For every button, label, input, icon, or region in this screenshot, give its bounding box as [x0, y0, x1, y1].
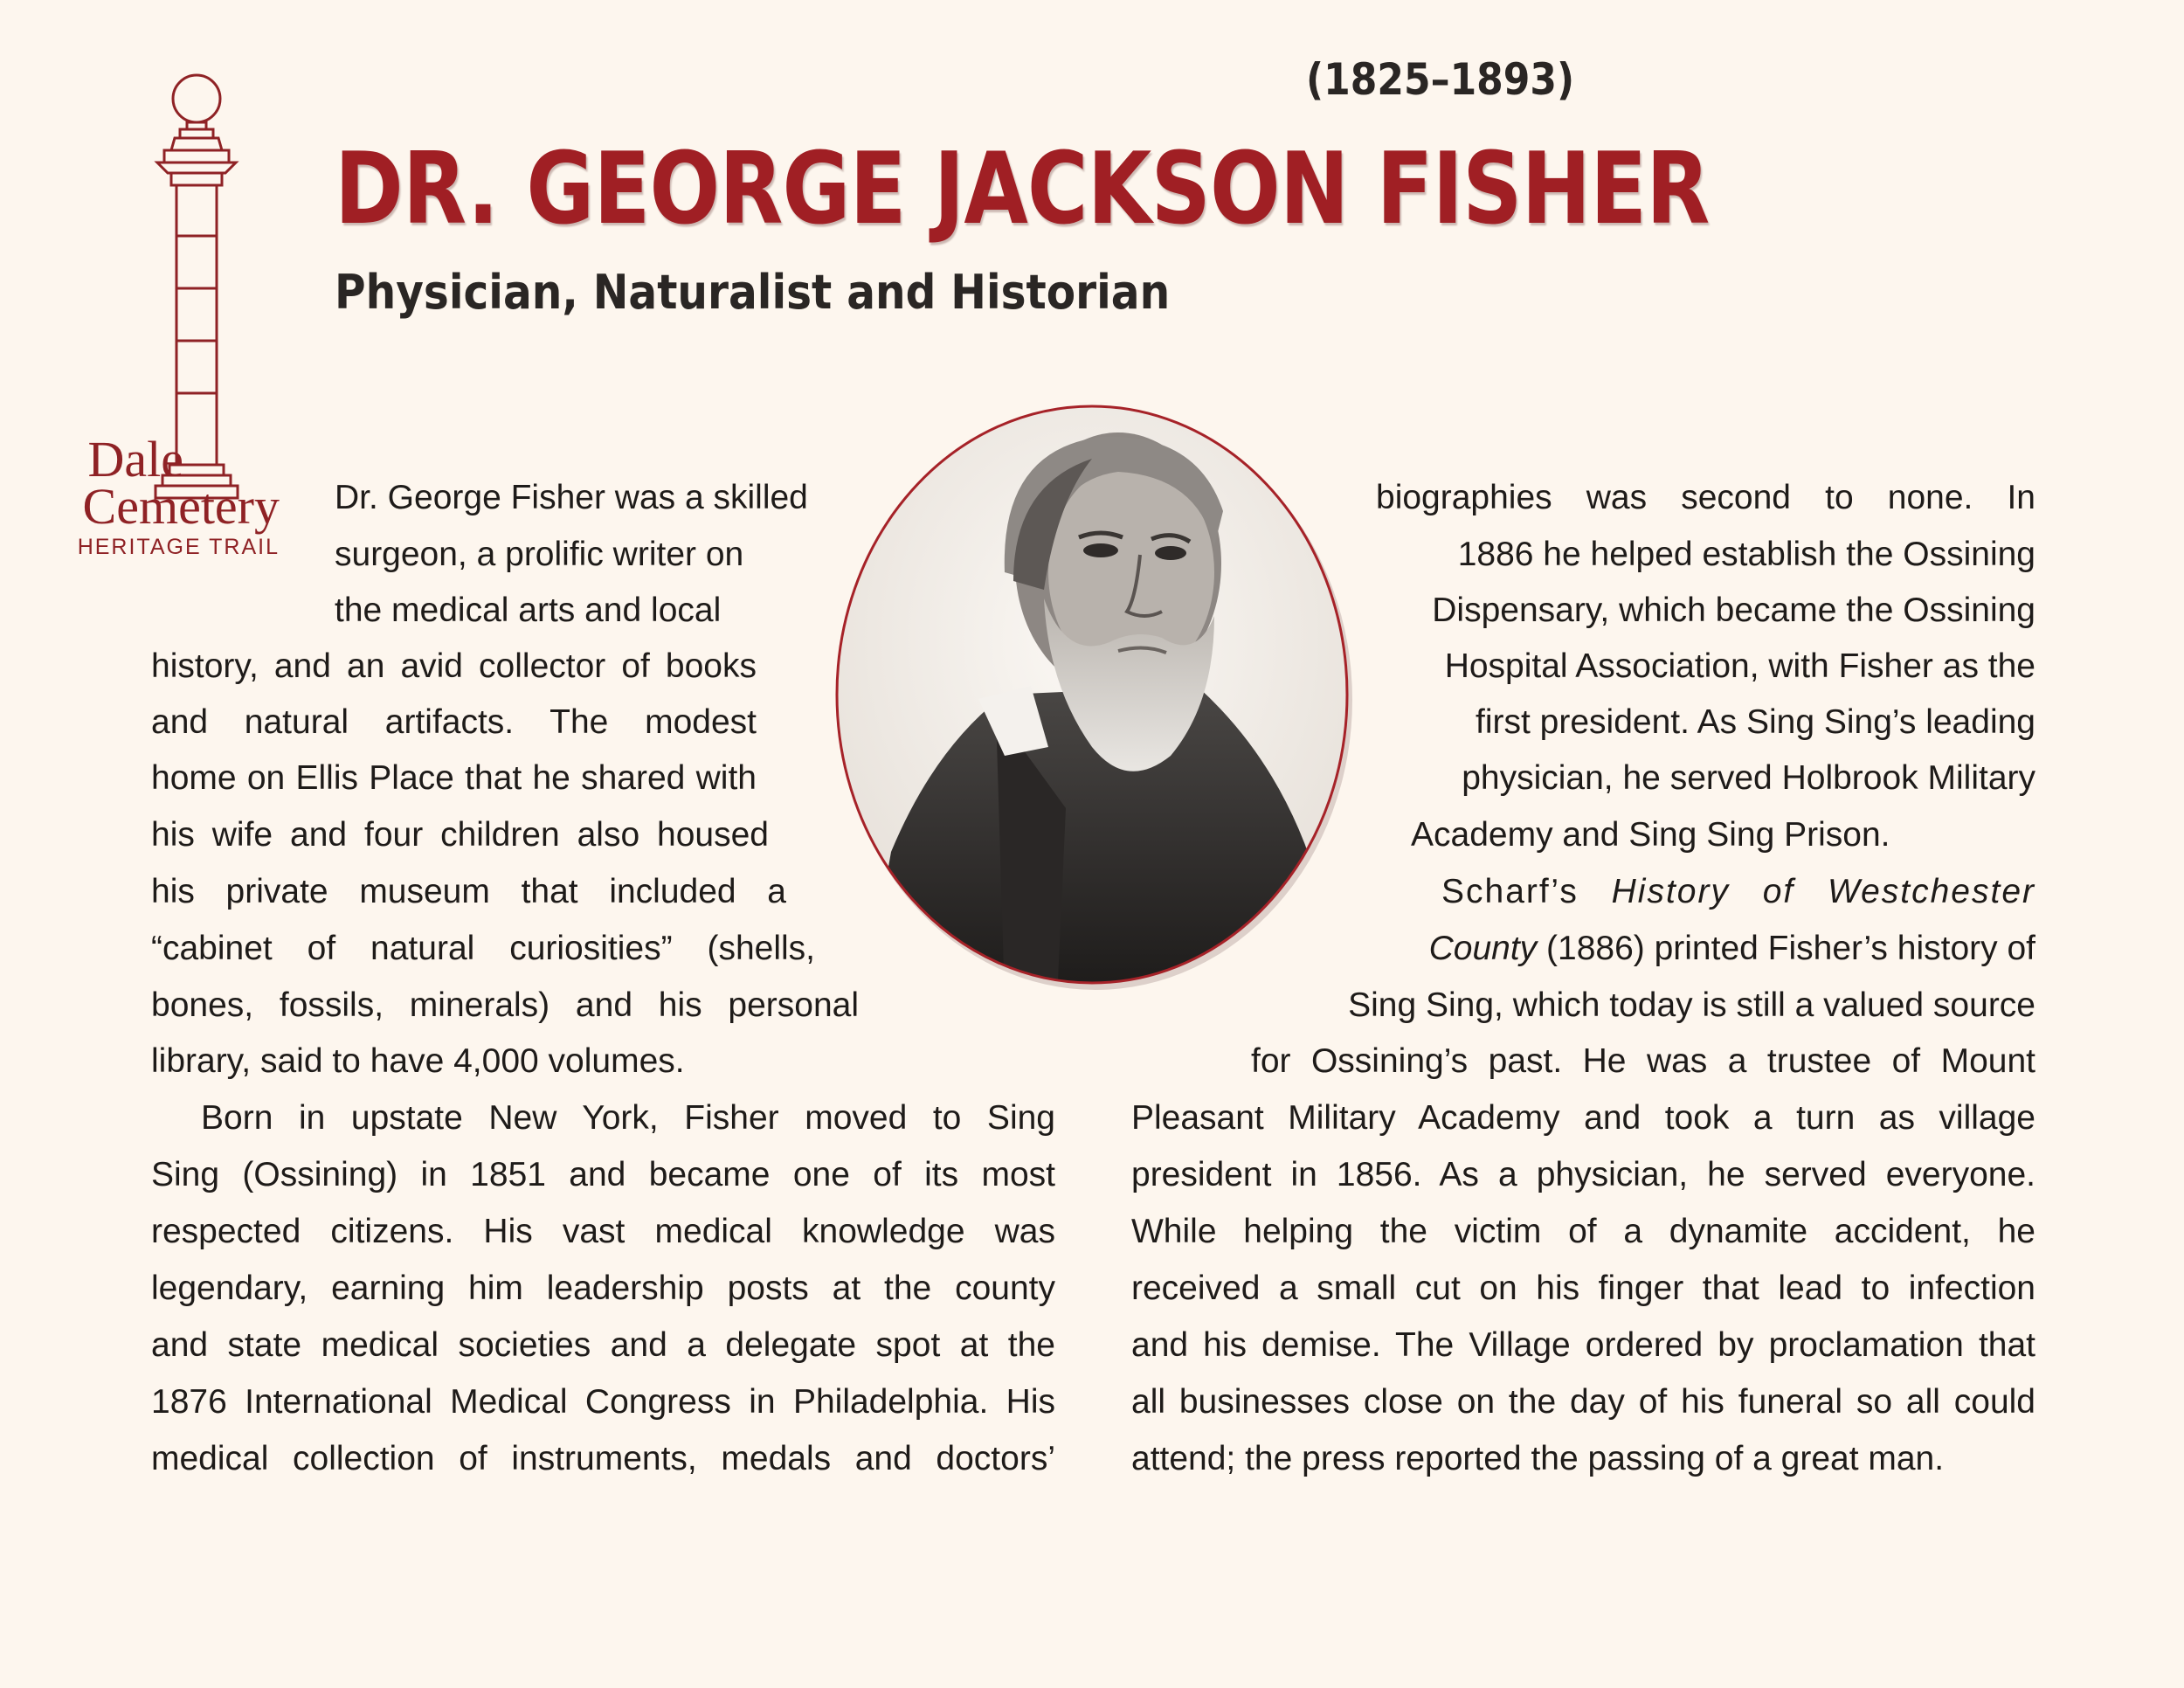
logo-line-cemetery: Cemetery — [82, 478, 280, 535]
text-line: physician, he served Holbrook Military — [1462, 759, 2035, 797]
text-line: “cabinet of natural curiosities” (shells, — [151, 930, 815, 967]
text-line — [1310, 927, 2035, 971]
text-line: and natural artifacts. The modest — [151, 703, 757, 741]
portrait-image — [830, 398, 1354, 1000]
text-line: biographies was second to none. In — [1376, 479, 2035, 516]
text-line: While helping the victim of a dynamite accident, he — [1131, 1213, 2035, 1250]
text-line: home on Ellis Place that he shared with — [151, 759, 757, 797]
text-line: 1886 he helped establish the Ossining — [1457, 536, 2035, 573]
text-line: received a small cut on his finger that lead to infection — [1131, 1269, 2035, 1307]
text-line: attend; the press reported the passing of a great man. — [1131, 1440, 1945, 1477]
text-line: medical collection of instruments, medals and doctors’ — [151, 1440, 1055, 1477]
text-line: first president. As Sing Sing’s leading — [1476, 703, 2035, 741]
logo-line-dale: Dale — [87, 431, 183, 488]
text-line: his private museum that included a — [151, 873, 786, 910]
text-line: all businesses close on the day of his funeral so all could — [1131, 1383, 2035, 1421]
text-line: and state medical societies and a delegate spot at the — [151, 1326, 1055, 1364]
text-line: Dispensary, which became the Ossining — [1432, 591, 2035, 629]
text-line: Dr. George Fisher was a skilled — [335, 479, 808, 516]
page-subtitle: Physician, Naturalist and Historian — [335, 265, 1171, 320]
title-name: DR. GEORGE JACKSON FISHER — [335, 131, 1710, 246]
text-line: legendary, earning him leadership posts at the county — [151, 1269, 1055, 1307]
logo-line-heritage-trail: HERITAGE TRAIL — [77, 535, 280, 559]
book-title: History of Westchester — [1611, 873, 2036, 910]
text-line: Sing Sing, which today is still a valued source — [1348, 986, 2035, 1024]
text-line: his wife and four children also housed — [151, 816, 769, 854]
scharf-prefix: Scharf’s — [1441, 873, 1579, 910]
book-title-continued: County — [1428, 930, 1538, 967]
text-line: Academy and Sing Sing Prison. — [1411, 816, 1890, 854]
text-line: surgeon, a prolific writer on — [335, 536, 744, 573]
text-line-scharf — [1441, 870, 2035, 914]
text-line: for Ossining’s past. He was a trustee of Mount — [1251, 1042, 2035, 1080]
text-line: and his demise. The Village ordered by proclamation that — [1131, 1326, 2035, 1364]
text-line: president in 1856. As a physician, he served everyone. — [1131, 1156, 2035, 1193]
dale-cemetery-logo — [61, 70, 280, 577]
text-line: 1876 International Medical Congress in Philadelphia. His — [151, 1383, 1055, 1421]
title-dates: (1825–1893) — [1306, 54, 1575, 105]
text-line: Born in upstate New York, Fisher moved to Sing — [201, 1099, 1055, 1137]
text-line: bones, fossils, minerals) and his personal — [151, 986, 859, 1024]
text-line: library, said to have 4,000 volumes. — [151, 1042, 685, 1080]
page-title — [335, 131, 1971, 246]
text-line: respected citizens. His vast medical knowledge was — [151, 1213, 1055, 1250]
text-fragment: (1886) printed Fisher’s history of — [1546, 930, 2035, 967]
text-line: Sing (Ossining) in 1851 and became one of its most — [151, 1156, 1055, 1193]
text-line: Hospital Association, with Fisher as the — [1444, 647, 2035, 685]
text-line: Pleasant Military Academy and took a turn as village — [1131, 1099, 2035, 1137]
text-line: history, and an avid collector of books — [151, 647, 757, 685]
text-line: the medical arts and local — [335, 591, 722, 629]
